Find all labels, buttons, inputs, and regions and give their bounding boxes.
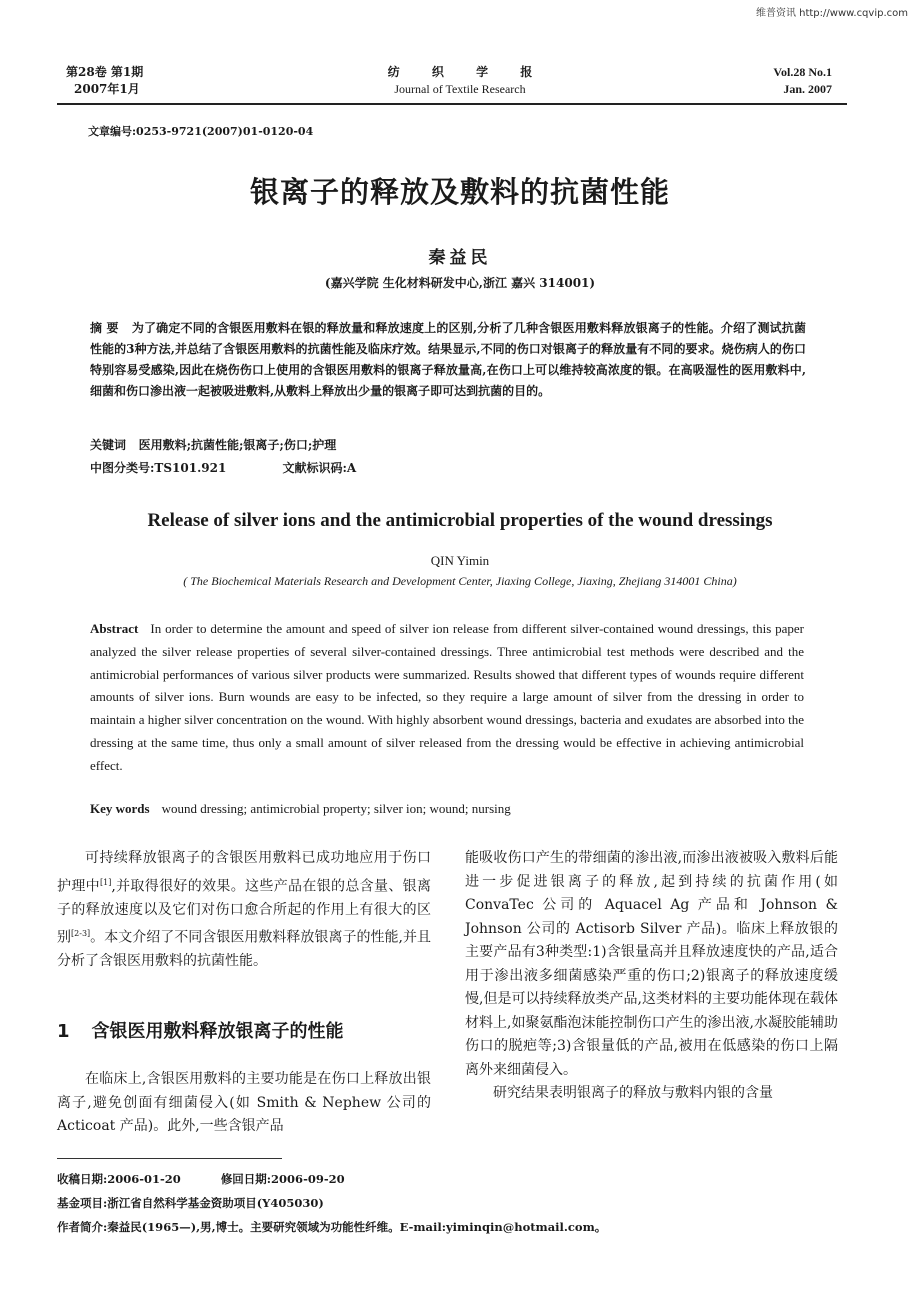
date-cn: 2007年1月 bbox=[74, 82, 140, 96]
author-cn: 秦益民 bbox=[428, 248, 492, 268]
keywords-cn bbox=[90, 436, 336, 453]
journal-name-en: Journal of Textile Research bbox=[394, 82, 526, 96]
date-en: Jan. 2007 bbox=[783, 82, 832, 96]
keywords-en-label: Key words bbox=[90, 801, 150, 816]
section-1-heading bbox=[57, 1017, 344, 1043]
affiliation-cn: (嘉兴学院 生化材料研发中心,浙江 嘉兴 314001) bbox=[324, 276, 596, 290]
volume-cn: 第28卷 第1期 bbox=[66, 65, 144, 79]
keywords-cn-label: 关键词 bbox=[90, 438, 127, 452]
abstract-en-label: Abstract bbox=[90, 621, 139, 636]
volume-en: Vol.28 No.1 bbox=[773, 65, 832, 79]
citation-ref-2: [2-3] bbox=[71, 929, 91, 939]
journal-name-cn: 纺 织 学 报 bbox=[387, 65, 547, 79]
abstract-cn-text: 为了确定不同的含银医用敷料在银的释放量和释放速度上的区别,分析了几种含银医用敷料释放银离子的性能。介绍了测试抗菌性能的3种方法,并总结了含银医用敷料的抗菌性能及临床疗效。结果显示,不同的伤口对银离子的释放量有不同的要求。烧伤病人的伤口特别容易受感染,因此在烧伤伤口上使用的含银医用敷料的银离子释放量高,在伤口上可以维持较高浓度的银。在高吸湿性的医用敷料中,细菌和伤口渗出液一起被吸进敷料,从敷料上释放出少量的银离子即可达到抗菌的目的。 bbox=[90, 321, 806, 398]
section-1-number: 1 bbox=[57, 1021, 70, 1042]
keywords-en-text: wound dressing; antimicrobial property; silver ion; wound; nursing bbox=[161, 801, 511, 816]
section-1-title: 含银医用敷料释放银离子的性能 bbox=[91, 1021, 344, 1042]
doc-code: 文献标识码:A bbox=[282, 461, 357, 475]
footnote-author-bio: 作者简介:秦益民(1965—),男,博士。主要研究领域为功能性纤维。E-mail:yiminqin@hotmail.com。 bbox=[57, 1220, 607, 1234]
right-paragraph-2: 研究结果表明银离子的释放与敷料内银的含量 bbox=[493, 1085, 773, 1101]
clc-number: 中图分类号:TS101.921 bbox=[90, 461, 227, 475]
abstract-en-text: In order to determine the amount and speed of silver ion release from different silver-contained wound dressings, this paper analyzed the silver release properties of several silver-contained dressings. Three antimicrobial test methods were described and the antimicrobial performances of various silver products were summarized. Results showed that different types of wounds require different amounts of silver ions. Burn wounds are easy to be infected, so they require a large amount of silver from the dressing in order to maintain a higher silver concentration on the wound. With highly absorbent wound dressings, bacteria and exudates are absorbed into the dressing at the same time, thus only a small amount of silver released from the dressing would be effective in achieving antimicrobial effect. bbox=[90, 621, 804, 773]
watermark-text: 维普资讯 http://www.cqvip.com bbox=[755, 8, 908, 19]
abstract-cn bbox=[90, 318, 806, 402]
classification-cn bbox=[90, 459, 356, 476]
footnote-fund: 基金项目:浙江省自然科学基金资助项目(Y405030) bbox=[57, 1196, 324, 1210]
author-en: QIN Yimin bbox=[430, 553, 490, 568]
title-cn: 银离子的释放及敷料的抗菌性能 bbox=[249, 175, 670, 209]
section-1-paragraph bbox=[57, 1068, 431, 1139]
header-right bbox=[773, 64, 832, 98]
keywords-cn-text: 医用敷料;抗菌性能;银离子;伤口;护理 bbox=[138, 438, 337, 452]
keywords-en bbox=[90, 801, 511, 817]
abstract-cn-label: 摘 要 bbox=[90, 321, 119, 335]
affiliation-en: ( The Biochemical Materials Research and Development Center, Jiaxing College, Jiaxing, Zhejiang 314001 China) bbox=[183, 574, 737, 588]
intro-text-2: ,并取得很好的效果。这些产品在银的总含量、银离子的释放速度以及它们对伤口愈合所起的作用上有很大的区别 bbox=[57, 878, 431, 946]
section-1-text: 在临床上,含银医用敷料的主要功能是在伤口上释放出银离子,避免创面有细菌侵入(如 Smith & Nephew 公司的 Acticoat 产品)。此外,一些含银产品 bbox=[57, 1071, 431, 1134]
title-en: Release of silver ions and the antimicrobial properties of the wound dressings bbox=[147, 510, 773, 531]
header-rule bbox=[57, 103, 847, 105]
footnote-dates bbox=[57, 1171, 345, 1187]
citation-ref-1: [1] bbox=[99, 877, 112, 887]
received-date: 收稿日期:2006-01-20 bbox=[57, 1172, 181, 1186]
intro-text-1: 可持续释放银离子的含银医用敷料已成功地应用于伤口护理中 bbox=[57, 850, 431, 895]
abstract-en bbox=[90, 618, 804, 778]
right-paragraph-1: 能吸收伤口产生的带细菌的渗出液,而渗出液被吸入敷料后能进一步促进银离子的释放,起到持续的抗菌作用(如 ConvaTec 公司的 Aquacel Ag 产品和 Johnson & Johnson 公司的 Actisorb Silver 产品)。临床上释放银的主要产品有3种类型:1)含银量高并且释放速度快的产品,适合用于渗出液多细菌感染严重的伤口;2)银离子的释放速度缓慢,但是可以持续释放类产品,这类材料的主要功能体现在载体材料上,如聚氨酯泡沫能控制伤口产生的渗出液,水凝胶能辅助伤口的脱疤等;3)含银量低的产品,被用在低感染的伤口上隔离外来细菌侵入。 bbox=[465, 850, 838, 1078]
right-column bbox=[465, 847, 838, 1106]
intro-text-3: 。本文介绍了不同含银医用敷料释放银离子的性能,并且分析了含银医用敷料的抗菌性能。 bbox=[57, 929, 432, 970]
footnote-rule bbox=[57, 1158, 282, 1159]
intro-paragraph bbox=[57, 847, 431, 974]
article-number: 文章编号:0253-9721(2007)01-0120-04 bbox=[88, 125, 314, 138]
revised-date: 修回日期:2006-09-20 bbox=[220, 1172, 345, 1186]
